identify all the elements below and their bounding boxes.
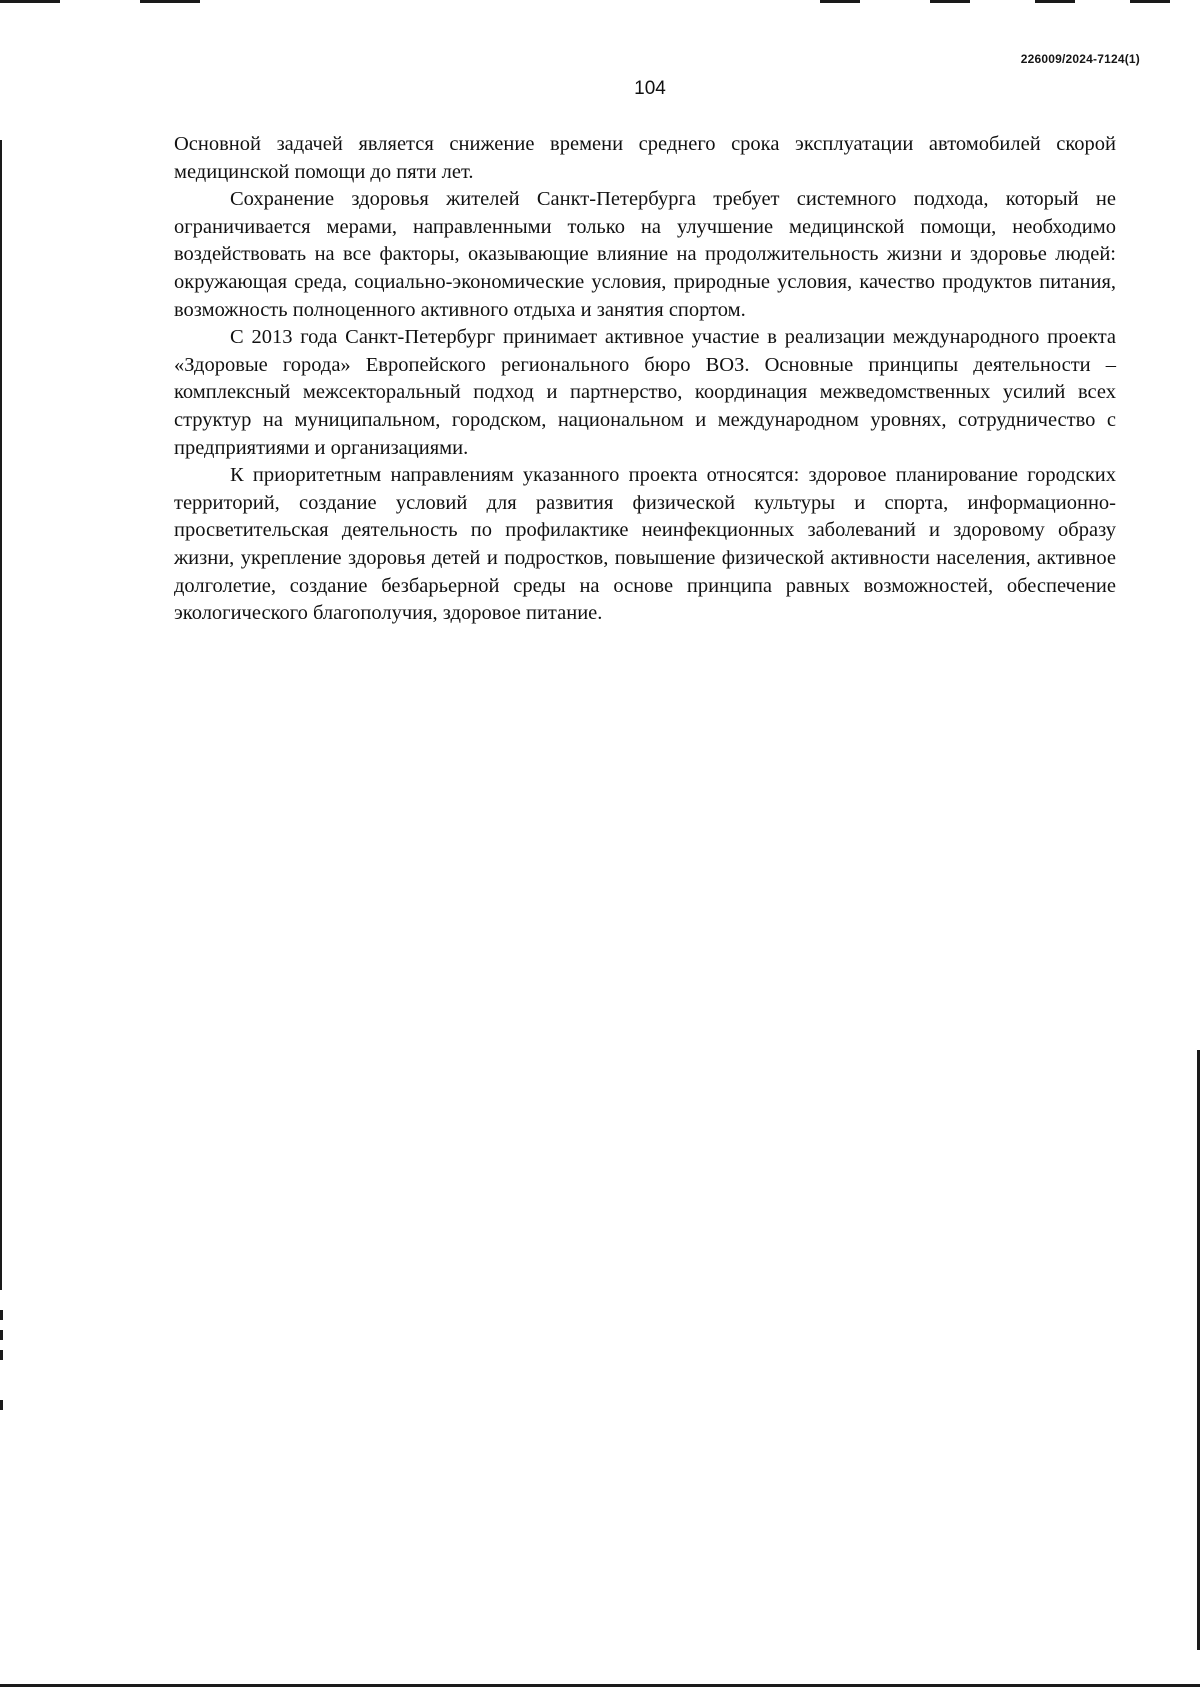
document-body [174, 131, 1116, 628]
paragraph: Сохранение здоровья жителей Санкт-Петербурга требует системного подхода, который не ограничивается мерами, направленными только на улучшение медицинской помощи, необходимо воздействовать на все факторы, оказывающие влияние на продолжительность жизни и здоровье людей: окружающая среда, социально-экономические условия, природные условия, качество продуктов питания, возможность полноценного активного отдыха и занятия спортом. [174, 188, 1116, 321]
scan-edge-mark [0, 1330, 3, 1340]
scan-edge-mark [0, 1310, 3, 1320]
paragraph: Основной задачей является снижение времени среднего срока эксплуатации автомобилей скорой медицинской помощи до пяти лет. [174, 133, 1116, 183]
scan-edge-mark [0, 0, 60, 3]
document-registration-number: 226009/2024-7124(1) [1020, 52, 1140, 66]
scan-edge-mark [1035, 0, 1075, 3]
paragraph: С 2013 года Санкт-Петербург принимает активное участие в реализации международного проекта «Здоровые города» Европейского регионального бюро ВОЗ. Основные принципы деятельности – комплексный межсекторальный подход и партнерство, координация межведомственных усилий всех структур на муниципальном, городском, национальном и международном уровнях, сотрудничество с предприятиями и организациями. [174, 326, 1116, 459]
paragraph: К приоритетным направлениям указанного проекта относятся: здоровое планирование городских территорий, создание условий для развития физической культуры и спорта, информационно-просветительская деятельность по профилактике неинфекционных заболеваний и здоровому образу жизни, укрепление здоровья детей и подростков, повышение физической активности населения, активное долголетие, создание безбарьерной среды на основе принципа равных возможностей, обеспечение экологического благополучия, здоровое питание. [174, 464, 1116, 625]
page-number: 104 [634, 78, 666, 99]
scan-left-edge [0, 140, 2, 1290]
scan-edge-mark [930, 0, 970, 3]
scan-edge-mark [1130, 0, 1170, 3]
scan-edge-mark [0, 1400, 3, 1410]
scan-edge-mark [0, 1350, 3, 1360]
scan-edge-mark [140, 0, 200, 3]
scan-edge-mark [820, 0, 860, 3]
